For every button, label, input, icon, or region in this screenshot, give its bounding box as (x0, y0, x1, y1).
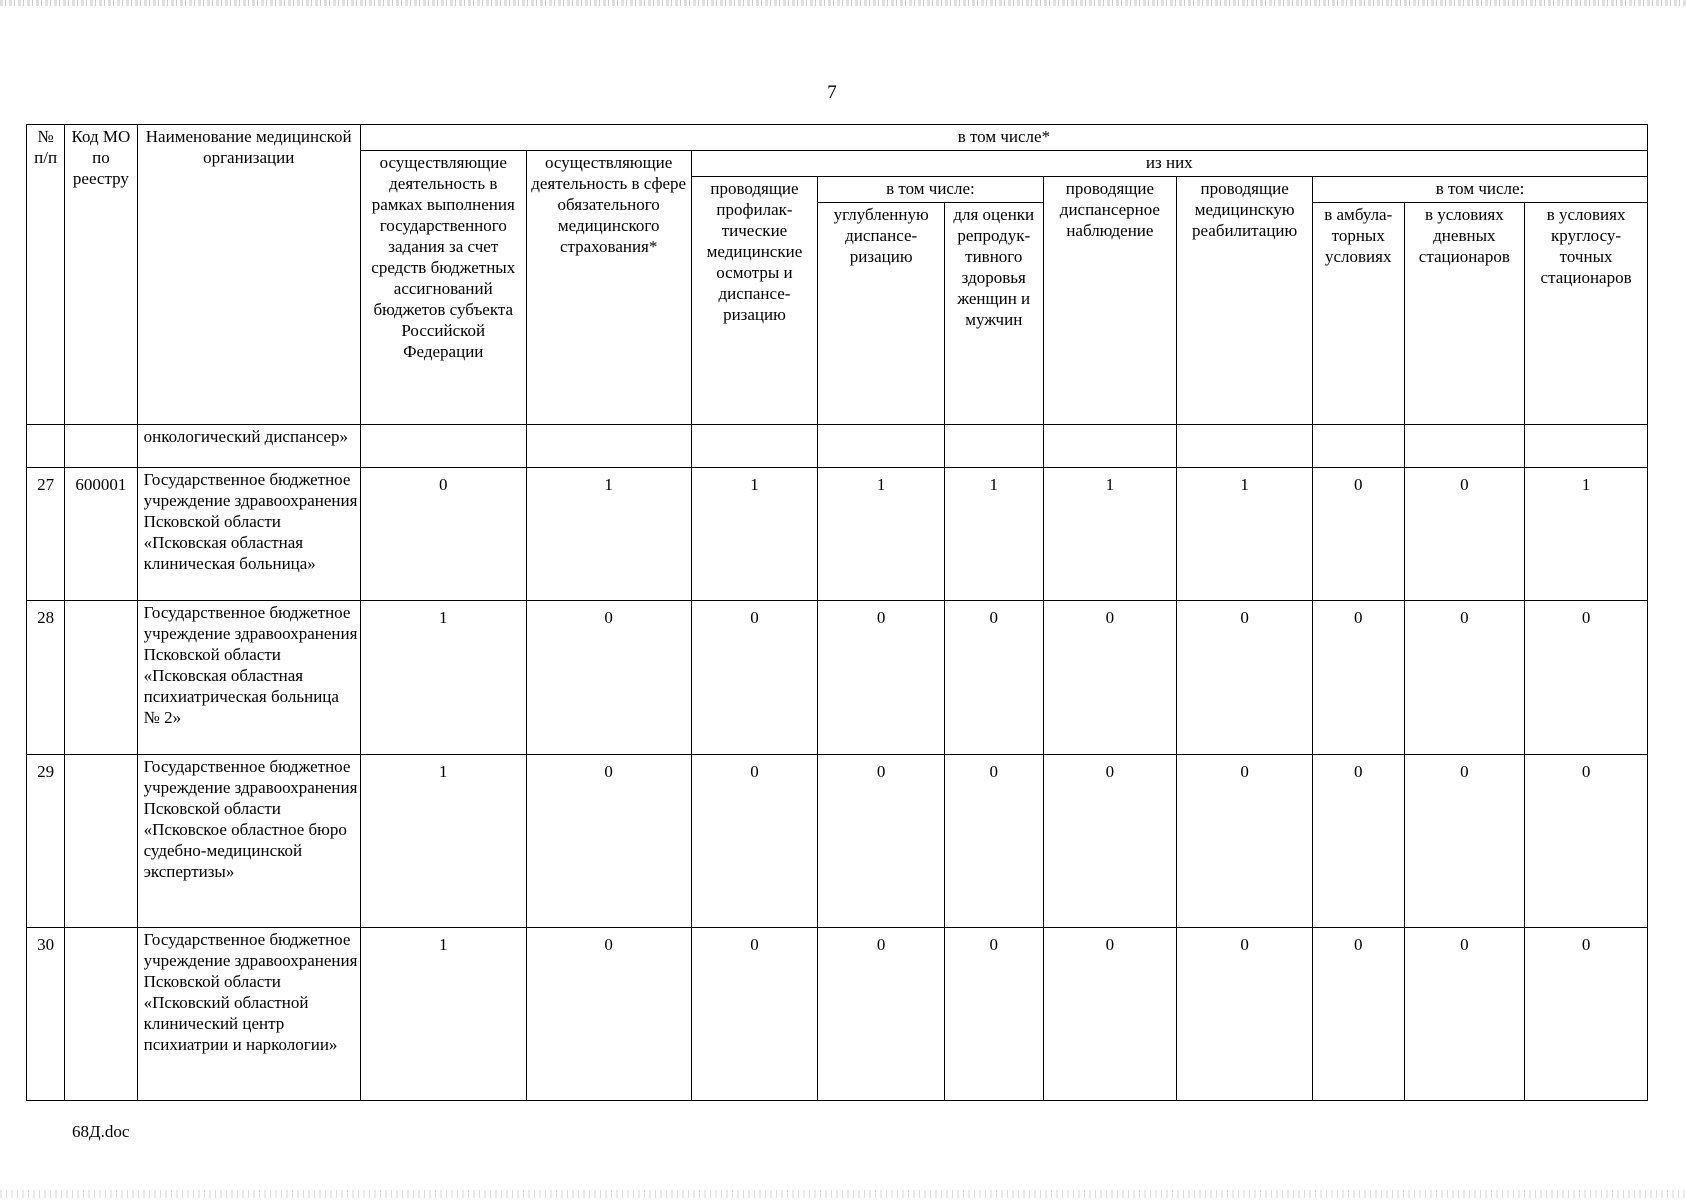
cell-rehabilitation: 0 (1177, 928, 1313, 1101)
cell-reproductive: 1 (945, 468, 1044, 601)
cell-reproductive: 0 (945, 601, 1044, 755)
table-row (27, 601, 1648, 755)
header-round-clock: в условиях круглосу-точных стационаров (1525, 203, 1648, 425)
cell-deep-disp: 1 (818, 468, 945, 601)
cell-deep-disp: 0 (818, 601, 945, 755)
cell-disp-observation: 0 (1043, 755, 1177, 928)
header-rehabilitation: проводящие медицинскую реабилитацию (1177, 177, 1313, 425)
cell-prophylactic: 0 (691, 755, 818, 928)
cell-round-clock: 1 (1525, 468, 1648, 601)
footer-filename: 68Д.doc (72, 1122, 130, 1141)
cell-disp-observation: 0 (1043, 601, 1177, 755)
cell-day-hospital: 0 (1404, 601, 1525, 755)
cell-code (65, 928, 137, 1101)
cell-disp-observation: 0 (1043, 928, 1177, 1101)
cell-day-hospital: 0 (1404, 755, 1525, 928)
header-of-them: из них (691, 151, 1647, 177)
cell-oms: 0 (526, 928, 691, 1101)
cell-name: Государственное бюджетное учреждение здравоохранения Псковской области «Псковский областной клинический центр психиатрии и наркологии» (137, 928, 360, 1101)
cell-no: 29 (27, 755, 65, 928)
header-outpatient: в амбула-торных условиях (1313, 203, 1405, 425)
cell-code: 600001 (65, 468, 137, 601)
header-col-code: Код МО по реестру (65, 125, 137, 425)
cell-state-task: 1 (360, 601, 526, 755)
header-reproductive: для оценки репродук-тивного здоровья женщин и мужчин (945, 203, 1044, 425)
cell-outpatient: 0 (1313, 755, 1405, 928)
cell-no: 30 (27, 928, 65, 1101)
cell-round-clock: 0 (1525, 601, 1648, 755)
header-disp-observation: проводящие диспансерное наблюдение (1043, 177, 1177, 425)
cell-outpatient: 0 (1313, 928, 1405, 1101)
cell-name: онкологический диспансер» (137, 425, 360, 468)
cell-name: Государственное бюджетное учреждение здравоохранения Псковской области «Псковское областное бюро судебно-медицинской экспертизы» (137, 755, 360, 928)
cell-rehabilitation: 0 (1177, 755, 1313, 928)
scan-edge-top (0, 0, 1686, 6)
header-col-name: Наименование медицинской организации (137, 125, 360, 425)
cell-state-task: 0 (360, 468, 526, 601)
cell-disp-observation: 1 (1043, 468, 1177, 601)
cell-prophylactic: 0 (691, 928, 818, 1101)
cell-code (65, 425, 137, 468)
header-incl-1: в том числе: (818, 177, 1043, 203)
cell-day-hospital: 0 (1404, 928, 1525, 1101)
cell-day-hospital: 0 (1404, 468, 1525, 601)
cell-deep-disp: 0 (818, 928, 945, 1101)
cell-state-task: 1 (360, 928, 526, 1101)
cell-code (65, 601, 137, 755)
cell-round-clock: 0 (1525, 928, 1648, 1101)
cell-no: 28 (27, 601, 65, 755)
cell-rehabilitation: 0 (1177, 601, 1313, 755)
header-col-no: № п/п (27, 125, 65, 425)
cell-prophylactic: 0 (691, 601, 818, 755)
header-deep-disp: углубленную диспансе-ризацию (818, 203, 945, 425)
header-state-task: осуществляющие деятельность в рамках выполнения государственного задания за счет средств бюджетных ассигнований бюджетов субъекта Российской Федерации (360, 151, 526, 425)
table-row-continuation (27, 425, 1648, 468)
cell-name: Государственное бюджетное учреждение здравоохранения Псковской области «Псковская областная клиническая больница» (137, 468, 360, 601)
page-number: 7 (827, 82, 837, 103)
medical-organizations-table (26, 124, 1648, 1101)
header-prophylactic: проводящие профилак-тические медицинские осмотры и диспансе-ризацию (691, 177, 818, 425)
cell-no: 27 (27, 468, 65, 601)
table-row (27, 928, 1648, 1101)
scan-edge-bottom (0, 1190, 1686, 1198)
cell-deep-disp: 0 (818, 755, 945, 928)
cell-oms: 1 (526, 468, 691, 601)
cell-outpatient: 0 (1313, 601, 1405, 755)
cell-reproductive: 0 (945, 928, 1044, 1101)
cell-outpatient: 0 (1313, 468, 1405, 601)
table-row (27, 755, 1648, 928)
header-incl-2: в том числе: (1313, 177, 1648, 203)
cell-oms: 0 (526, 755, 691, 928)
header-oms: осуществляющие деятельность в сфере обязательного медицинского страхования* (526, 151, 691, 425)
cell-round-clock: 0 (1525, 755, 1648, 928)
cell-reproductive: 0 (945, 755, 1044, 928)
cell-no (27, 425, 65, 468)
table-row (27, 468, 1648, 601)
cell-state-task: 1 (360, 755, 526, 928)
cell-name: Государственное бюджетное учреждение здравоохранения Псковской области «Псковская областная психиатрическая больница № 2» (137, 601, 360, 755)
cell-rehabilitation: 1 (1177, 468, 1313, 601)
header-day-hospital: в условиях дневных стационаров (1404, 203, 1525, 425)
cell-prophylactic: 1 (691, 468, 818, 601)
cell-oms: 0 (526, 601, 691, 755)
header-in-total: в том числе* (360, 125, 1647, 151)
cell-code (65, 755, 137, 928)
